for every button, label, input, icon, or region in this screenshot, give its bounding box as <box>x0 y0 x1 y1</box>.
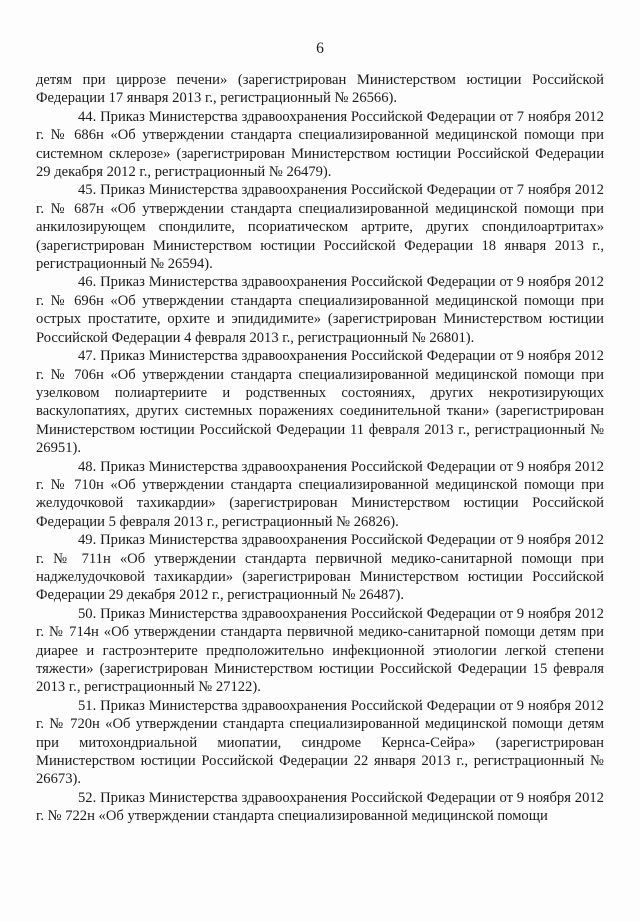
paragraph-text: Приказ Министерства здравоохранения Российской Федерации от 9 ноября 2012 г. № 722н «Об утверждении стандарта специализированной медицинской помощи <box>36 789 604 825</box>
item-number: 45. <box>78 182 97 199</box>
list-item <box>36 789 604 826</box>
item-number: 44. <box>78 108 97 125</box>
item-number: 51. <box>78 697 97 714</box>
item-number: 50. <box>78 605 97 622</box>
item-number: 48. <box>78 458 97 475</box>
list-item <box>36 605 604 697</box>
list-item <box>36 697 604 789</box>
item-number: 49. <box>78 532 97 549</box>
item-number: 47. <box>78 348 97 365</box>
paragraph-text: Приказ Министерства здравоохранения Российской Федерации от 9 ноября 2012 г. № 706н «Об утверждении стандарта специализированной медицинской помощи при узелковом полиартериите и родственных состояниях, других некротизирующих васкулопатиях, других системных поражениях соединительной ткани» (зарегистрирован Министерством юстиции Российской Федерации 11 февраля 2013 г., регистрационный № 26951). <box>36 348 604 457</box>
list-item <box>36 181 604 273</box>
page-number: 6 <box>316 40 324 57</box>
list-item <box>36 273 604 347</box>
paragraph-text: Приказ Министерства здравоохранения Российской Федерации от 9 ноября 2012 г. № 714н «Об утверждении стандарта первичной медико-санитарной помощи детям при диарее и гастроэнтерите предположительно инфекционной этиологии легкой степени тяжести» (зарегистрирован Министерством юстиции Российской Федерации 15 февраля 2013 г., регистрационный № 27122). <box>36 605 604 696</box>
paragraph-continuation <box>36 71 604 108</box>
item-number: 52. <box>78 789 97 806</box>
list-item <box>36 458 604 532</box>
list-item <box>36 531 604 605</box>
item-number: 46. <box>78 274 97 291</box>
paragraph-text: Приказ Министерства здравоохранения Российской Федерации от 7 ноября 2012 г. № 687н «Об утверждении стандарта специализированной медицинской помощи при анкилозирующем спондилите, псориатическом артрите, других спондилоартритах» (зарегистрирован Министерством юстиции Российской Федерации 18 января 2013 г., регистрационный № 26594). <box>36 182 604 273</box>
list-item <box>36 347 604 457</box>
paragraph-text: Приказ Министерства здравоохранения Российской Федерации от 9 ноября 2012 г. № 710н «Об утверждении стандарта специализированной медицинской помощи при желудочковой тахикардии» (зарегистрирован Министерством юстиции Российской Федерации 5 февраля 2013 г., регистрационный № 26826). <box>36 458 604 530</box>
paragraph-text: Приказ Министерства здравоохранения Российской Федерации от 9 ноября 2012 г. № 720н «Об утверждении стандарта специализированной медицинской помощи детям при митохондриальной миопатии, синдроме Кернса-Сейра» (зарегистрирован Министерством юстиции Российской Федерации 22 января 2013 г., регистрационный № 26673). <box>36 697 604 788</box>
document-body <box>36 71 604 826</box>
paragraph-text: детям при циррозе печени» (зарегистрирован Министерством юстиции Российской Федерации 17 января 2013 г., регистрационный № 26566). <box>36 72 604 107</box>
paragraph-text: Приказ Министерства здравоохранения Российской Федерации от 9 ноября 2012 г. № 696н «Об утверждении стандарта специализированной медицинской помощи при острых простатите, орхите и эпидидимите» (зарегистрирован Министерством юстиции Российской Федерации 4 февраля 2013 г., регистрационный № 26801). <box>36 274 604 346</box>
paragraph-text: Приказ Министерства здравоохранения Российской Федерации от 9 ноября 2012 г. № 711н «Об утверждении стандарта первичной медико-санитарной помощи при наджелудочковой тахикардии» (зарегистрирован Министерством юстиции Российской Федерации 29 декабря 2012 г., регистрационный № 26487). <box>36 532 604 604</box>
list-item <box>36 108 604 182</box>
paragraph-text: Приказ Министерства здравоохранения Российской Федерации от 7 ноября 2012 г. № 686н «Об утверждении стандарта специализированной медицинской помощи при системном склерозе» (зарегистрирован Министерством юстиции Российской Федерации 29 декабря 2012 г., регистрационный № 26479). <box>36 108 604 181</box>
